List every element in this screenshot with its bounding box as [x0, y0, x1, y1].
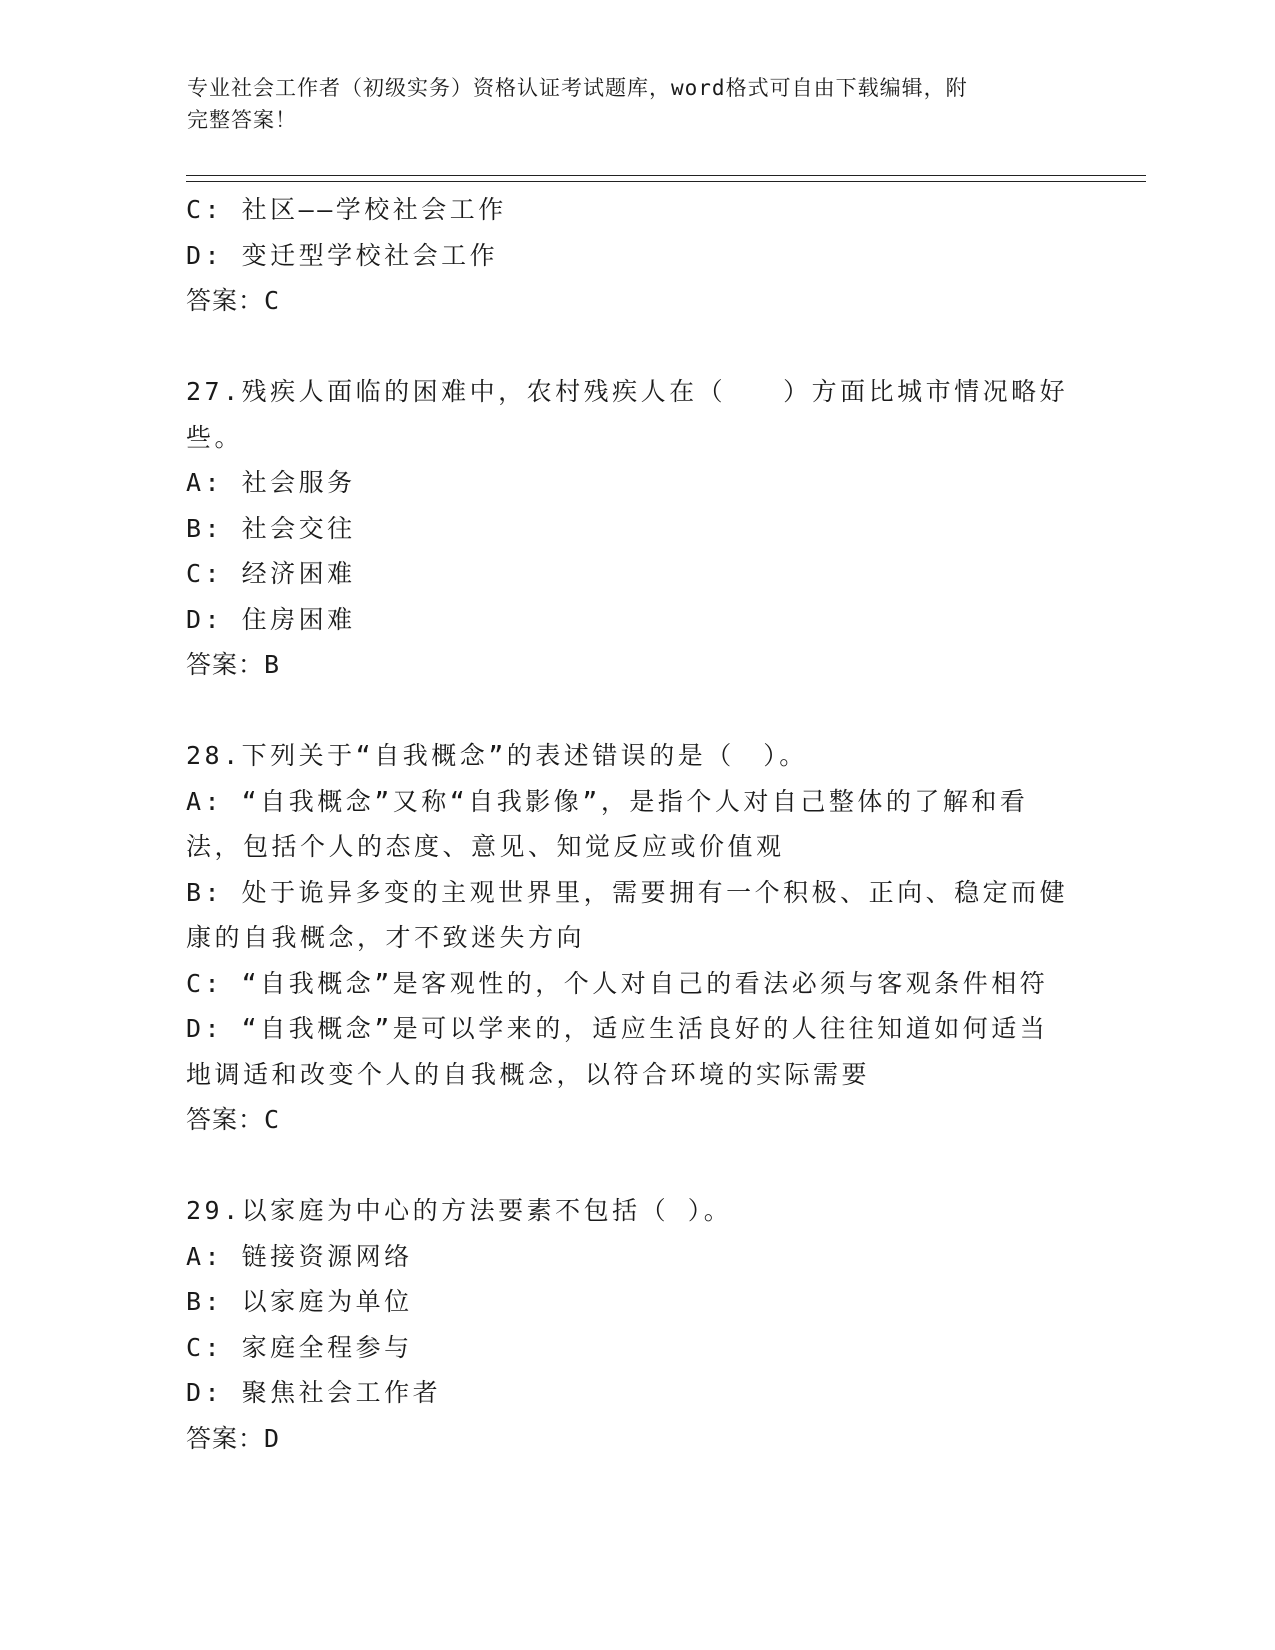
answer-line: 答案：C — [186, 1105, 281, 1134]
question-block-26 — [186, 187, 1066, 324]
question-block-29 — [186, 1188, 1066, 1461]
answer-line: 答案：C — [186, 286, 281, 315]
option-a-cont: 法，包括个人的态度、意见、知觉反应或价值观 — [186, 832, 785, 861]
option-c: C: “自我概念”是客观性的，个人对自己的看法必须与客观条件相符 — [186, 968, 1049, 998]
option-a: A: 社会服务 — [186, 468, 356, 497]
question-stem-cont: 些。 — [186, 422, 244, 452]
option-d: D: 住房困难 — [186, 604, 356, 634]
option-b: B: 以家庭为单位 — [186, 1287, 413, 1316]
answer-line: 答案：D — [186, 1423, 281, 1453]
answer-line: 答案：B — [186, 650, 281, 679]
spacer — [186, 688, 1066, 734]
spacer — [186, 1143, 1066, 1189]
header-divider-thin — [186, 175, 1146, 176]
option-a: A: 链接资源网络 — [186, 1241, 413, 1271]
option-c: C: 社区——学校社会工作 — [186, 195, 507, 224]
option-b: B: 处于诡异多变的主观世界里，需要拥有一个积极、正向、稳定而健 — [186, 877, 1069, 907]
page-header — [187, 72, 1067, 136]
question-stem: 27.残疾人面临的困难中，农村残疾人在（ ）方面比城市情况略好 — [186, 377, 1069, 406]
spacer — [186, 324, 1066, 370]
option-b: B: 社会交往 — [186, 513, 356, 543]
question-stem: 29.以家庭为中心的方法要素不包括（ ）。 — [186, 1196, 733, 1225]
question-block-27 — [186, 369, 1069, 688]
option-d: D: “自我概念”是可以学来的，适应生活良好的人往往知道如何适当 — [186, 1014, 1049, 1043]
option-b-cont: 康的自我概念，才不致迷失方向 — [186, 923, 586, 952]
option-a: A: “自我概念”又称“自我影像”，是指个人对自己整体的了解和看 — [186, 786, 1029, 816]
question-block-28 — [186, 733, 1069, 1143]
option-d: D: 变迁型学校社会工作 — [186, 240, 499, 270]
header-line-1: 专业社会工作者（初级实务）资格认证考试题库，word格式可自由下载编辑，附 — [187, 76, 968, 100]
document-body — [186, 187, 1069, 1461]
header-divider-thick — [186, 181, 1146, 182]
header-line-2: 完整答案！ — [187, 108, 297, 132]
option-c: C: 家庭全程参与 — [186, 1332, 413, 1362]
question-stem: 28.下列关于“自我概念”的表述错误的是（ ）。 — [186, 741, 808, 770]
option-c: C: 经济困难 — [186, 559, 356, 588]
option-d: D: 聚焦社会工作者 — [186, 1378, 442, 1407]
option-d-cont: 地调适和改变个人的自我概念，以符合环境的实际需要 — [186, 1059, 871, 1089]
